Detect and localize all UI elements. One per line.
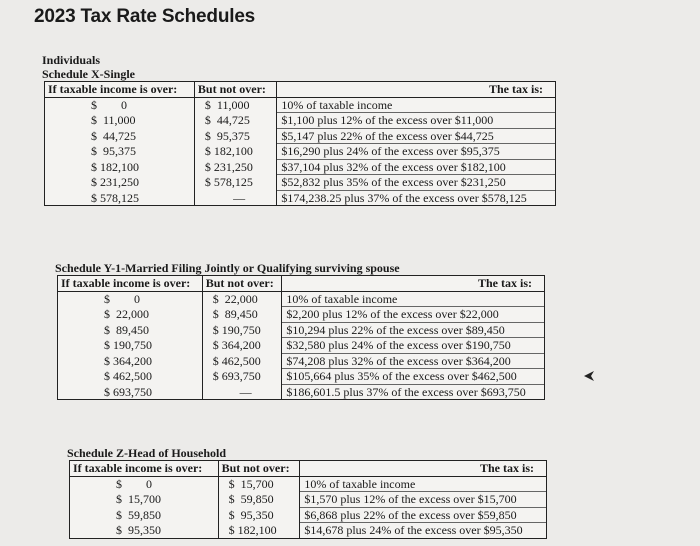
cell-not-over: — — [202, 384, 282, 400]
cell-income-over: $ 22,000 — [58, 307, 203, 323]
cell-income-over: $ 693,750 — [58, 384, 203, 400]
cell-not-over: $ 15,700 — [218, 476, 300, 492]
cell-tax-is: 10% of taxable income — [300, 476, 547, 492]
table-row — [58, 384, 545, 400]
cell-tax-is: $32,580 plus 24% of the excess over $190,750 — [282, 338, 545, 354]
header-tax-is: The tax is: — [300, 461, 547, 477]
cell-tax-is: $1,100 plus 12% of the excess over $11,000 — [277, 113, 556, 129]
table-row — [45, 159, 556, 175]
schedule-y-table — [57, 275, 545, 400]
table-row — [58, 338, 545, 354]
table-row — [45, 113, 556, 129]
cell-tax-is: $174,238.25 plus 37% of the excess over $578,125 — [277, 190, 556, 206]
table-row — [45, 175, 556, 191]
cell-not-over: $ 578,125 — [194, 175, 276, 191]
cell-income-over: $ 190,750 — [58, 338, 203, 354]
cell-tax-is: 10% of taxable income — [282, 291, 545, 307]
table-row — [58, 353, 545, 369]
cell-tax-is: $10,294 plus 22% of the excess over $89,450 — [282, 322, 545, 338]
cell-not-over: $ 89,450 — [202, 307, 282, 323]
cell-income-over: $ 95,350 — [70, 523, 219, 539]
cell-income-over: $ 89,450 — [58, 322, 203, 338]
cell-tax-is: $105,664 plus 35% of the excess over $462,500 — [282, 369, 545, 385]
cell-income-over: $ 0 — [70, 476, 219, 492]
schedule-x-heading: Schedule X-Single — [42, 67, 136, 81]
table-row — [70, 476, 547, 492]
cell-not-over: $ 44,725 — [194, 113, 276, 129]
cell-not-over: $ 11,000 — [194, 97, 276, 113]
table-header-row — [45, 82, 556, 98]
table-header-row — [70, 461, 547, 477]
cell-not-over: $ 462,500 — [202, 353, 282, 369]
cell-income-over: $ 364,200 — [58, 353, 203, 369]
page-title: 2023 Tax Rate Schedules — [34, 6, 256, 27]
table-row — [45, 144, 556, 160]
header-income-over: If taxable income is over: — [58, 276, 203, 292]
table-row — [45, 97, 556, 113]
table-row — [45, 190, 556, 206]
table-row — [58, 307, 545, 323]
header-tax-is: The tax is: — [277, 82, 556, 98]
cell-not-over: $ 364,200 — [202, 338, 282, 354]
header-not-over: But not over: — [202, 276, 282, 292]
cell-not-over: $ 231,250 — [194, 159, 276, 175]
schedule-y-heading: Schedule Y-1-Married Filing Jointly or Qualifying surviving spouse — [55, 261, 400, 275]
table-row — [70, 507, 547, 523]
cell-tax-is: $52,832 plus 35% of the excess over $231,250 — [277, 175, 556, 191]
cell-income-over: $ 0 — [45, 97, 195, 113]
cell-tax-is: $14,678 plus 24% of the excess over $95,350 — [300, 523, 547, 539]
cell-tax-is: 10% of taxable income — [277, 97, 556, 113]
cell-tax-is: $2,200 plus 12% of the excess over $22,000 — [282, 307, 545, 323]
cell-income-over: $ 15,700 — [70, 492, 219, 508]
cell-not-over: $ 182,100 — [194, 144, 276, 160]
cell-tax-is: $1,570 plus 12% of the excess over $15,700 — [300, 492, 547, 508]
mouse-pointer-icon — [583, 370, 595, 382]
bottom-fade — [0, 540, 700, 546]
schedule-z-table — [69, 460, 547, 539]
header-tax-is: The tax is: — [282, 276, 545, 292]
header-not-over: But not over: — [218, 461, 300, 477]
cell-income-over: $ 0 — [58, 291, 203, 307]
header-income-over: If taxable income is over: — [45, 82, 195, 98]
cell-tax-is: $74,208 plus 32% of the excess over $364,200 — [282, 353, 545, 369]
cell-not-over: $ 182,100 — [218, 523, 300, 539]
schedule-z-heading: Schedule Z-Head of Household — [67, 446, 227, 460]
cell-income-over: $ 462,500 — [58, 369, 203, 385]
cell-not-over: $ 693,750 — [202, 369, 282, 385]
cell-tax-is: $6,868 plus 22% of the excess over $59,850 — [300, 507, 547, 523]
group-label-individuals: Individuals — [42, 53, 101, 67]
cell-income-over: $ 59,850 — [70, 507, 219, 523]
header-income-over: If taxable income is over: — [70, 461, 219, 477]
cell-tax-is: $5,147 plus 22% of the excess over $44,725 — [277, 128, 556, 144]
cell-tax-is: $186,601.5 plus 37% of the excess over $693,750 — [282, 384, 545, 400]
cell-not-over: $ 59,850 — [218, 492, 300, 508]
cell-income-over: $ 578,125 — [45, 190, 195, 206]
cell-not-over: — — [194, 190, 276, 206]
cell-income-over: $ 231,250 — [45, 175, 195, 191]
table-row — [70, 523, 547, 539]
table-row — [58, 291, 545, 307]
table-row — [58, 322, 545, 338]
cell-tax-is: $37,104 plus 32% of the excess over $182,100 — [277, 159, 556, 175]
cell-income-over: $ 182,100 — [45, 159, 195, 175]
table-header-row — [58, 276, 545, 292]
header-not-over: But not over: — [194, 82, 276, 98]
table-row — [58, 369, 545, 385]
cell-not-over: $ 95,350 — [218, 507, 300, 523]
table-row — [45, 128, 556, 144]
table-row — [70, 492, 547, 508]
cell-income-over: $ 44,725 — [45, 128, 195, 144]
cell-income-over: $ 95,375 — [45, 144, 195, 160]
cell-not-over: $ 95,375 — [194, 128, 276, 144]
schedule-x-table — [44, 81, 556, 206]
cell-not-over: $ 190,750 — [202, 322, 282, 338]
cell-income-over: $ 11,000 — [45, 113, 195, 129]
cell-not-over: $ 22,000 — [202, 291, 282, 307]
cell-tax-is: $16,290 plus 24% of the excess over $95,375 — [277, 144, 556, 160]
